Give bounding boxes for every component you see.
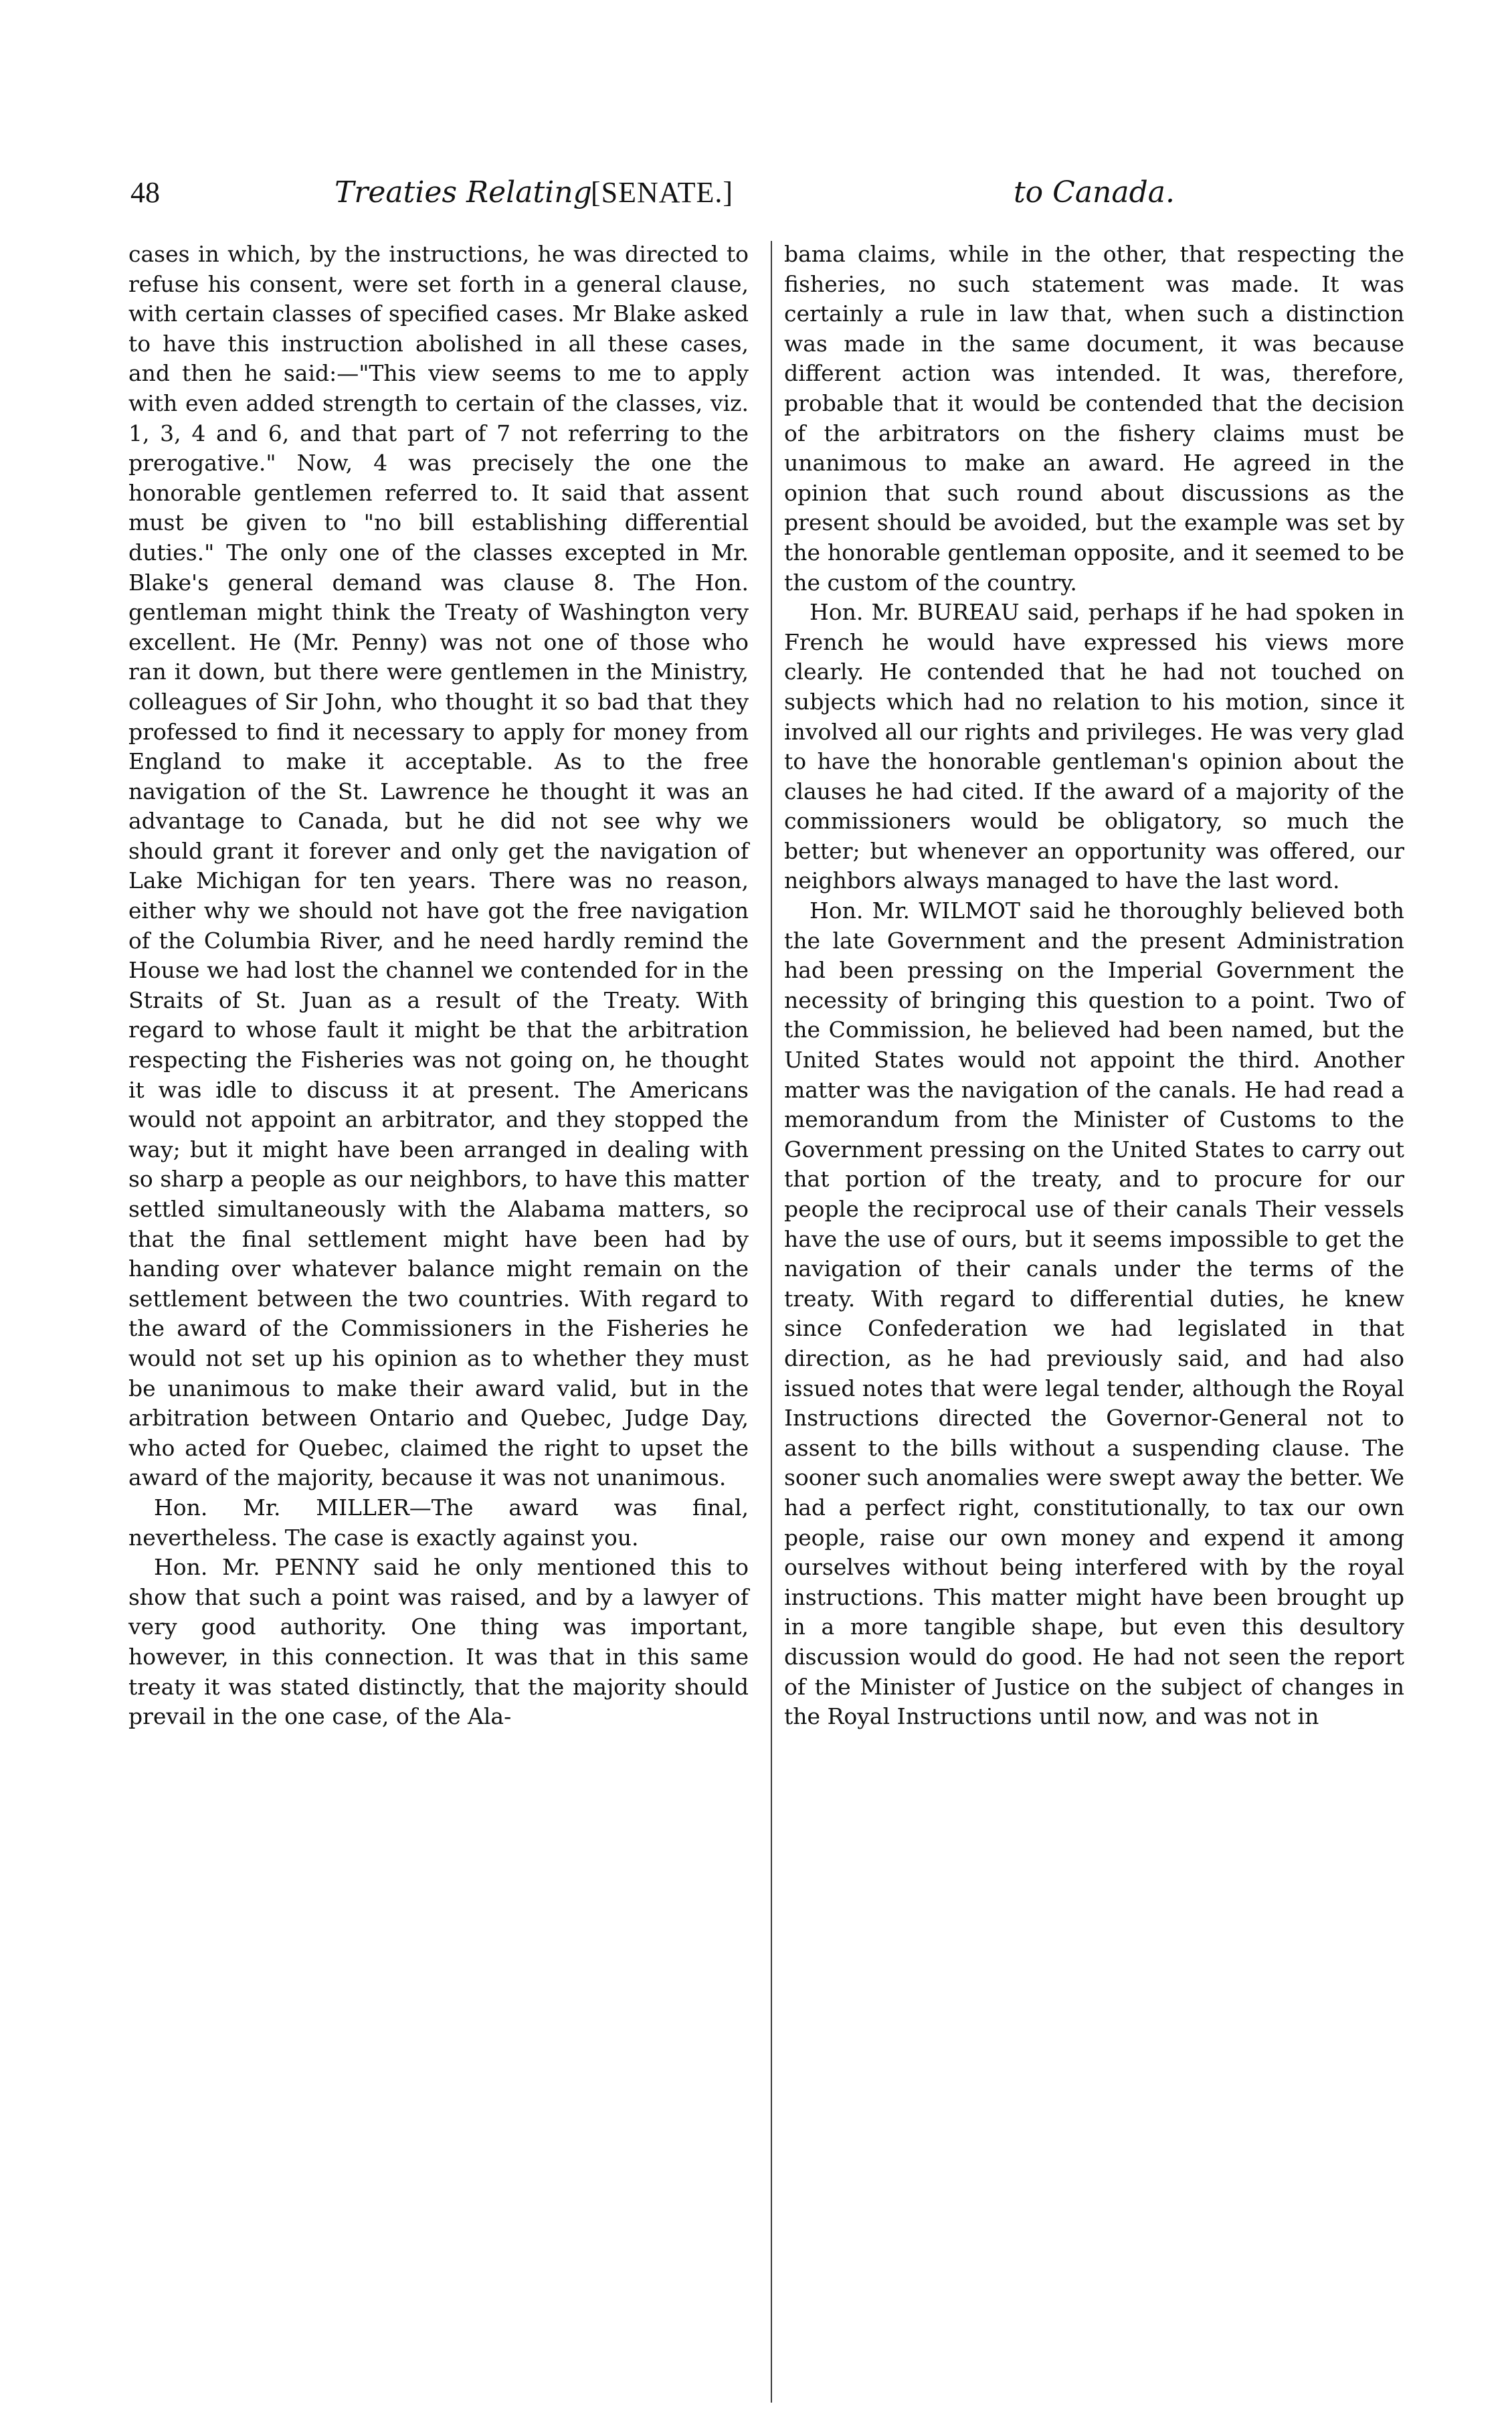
right-paragraph-3: Hon. Mr. WILMOT said he thoroughly believed both the late Government and the present Administration had been pressing on the Imperial Government the necessity of bringing this question to a point. Two of the Commission, he believed had been named, but the United States would not appoint the third. Another matter was the navigation of the canals. He had read a memorandum from the Minister of Customs to the Government pressing on the United States to carry out that portion of the treaty, and to procure for our people the reciprocal use of their canals Their vessels have the use of ours, but it seems impossible to get the navigation of their canals under the terms of the treaty. With regard to differential duties, he knew since Confederation we had legislated in that direction, as he had previously said, and had also issued notes that were legal tender, although the Royal Instructions directed the Governor-General not to assent to the bills without a suspending clause. The sooner such anomalies were swept away the better. We had a perfect right, constitutionally, to tax our own people, raise our own money and expend it among ourselves without being interfered with by the royal instructions. This matter might have been brought up in a more tangible shape, but even this desultory discussion would do good. He had not seen the report of the Minister of Justice on the subject of changes in the Royal Instructions until now, and was not in (784, 897, 1404, 1730)
column-divider (771, 241, 772, 2403)
right-paragraph-1: bama claims, while in the other, that respecting the fisheries, no such statement was made. It was certainly a rule in law that, when such a distinction was made in the same document, it was because different action was intended. It was, therefore, probable that it would be contended that the decision of the arbitrators on the fishery claims must be unanimous to make an award. He agreed in the opinion that such round about discussions as the present should be avoided, but the example was set by the honorable gentleman opposite, and it seemed to be the custom of the country. (784, 241, 1404, 596)
right-column (784, 240, 1404, 1732)
header-left-title: Treaties Relating (335, 175, 592, 209)
page-number: 48 (130, 176, 160, 209)
running-header (130, 173, 1201, 220)
left-column (128, 240, 749, 1732)
right-paragraph-2: Hon. Mr. BUREAU said, perhaps if he had spoken in French he would have expressed his views more clearly. He contended that he had not touched on subjects which had no relation to his motion, since it involved all our rights and privileges. He was very glad to have the honorable gentleman's opinion about the clauses he had cited. If the award of a majority of the commissioners would be obligatory, so much the better; but whenever an opportunity was offered, our neighbors always managed to have the last word. (784, 599, 1404, 894)
header-center-title: [SENATE.] (591, 176, 734, 209)
header-right-title: to Canada. (1014, 175, 1175, 209)
left-paragraph-2: Hon. Mr. MILLER—The award was final, nevertheless. The case is exactly against you. (128, 1494, 749, 1551)
left-paragraph-1: cases in which, by the instructions, he was directed to refuse his consent, were set forth in a general clause, with certain classes of specified cases. Mr Blake asked to have this instruction abolished in all these cases, and then he said:—"This view seems to me to apply with even added strength to certain of the classes, viz. 1, 3, 4 and 6, and that part of 7 not referring to the prerogative." Now, 4 was precisely the one the honorable gentlemen referred to. It said that assent must be given to "no bill establishing differential duties." The only one of the classes excepted in Mr. Blake's general demand was clause 8. The Hon. gentleman might think the Treaty of Washington very excellent. He (Mr. Penny) was not one of those who ran it down, but there were gentlemen in the Ministry, colleagues of Sir John, who thought it so bad that they professed to find it necessary to apply for money from England to make it acceptable. As to the free navigation of the St. Lawrence he thought it was an advantage to Canada, but he did not see why we should grant it forever and only get the navigation of Lake Michigan for ten years. There was no reason, either why we should not have got the free navigation of the Columbia River, and he need hardly remind the House we had lost the channel we contended for in the Straits of St. Juan as a result of the Treaty. With regard to whose fault it might be that the arbitration respecting the Fisheries was not going on, he thought it was idle to discuss it at present. The Americans would not appoint an arbitrator, and they stopped the way; but it might have been arranged in dealing with so sharp a people as our neighbors, to have this matter settled simultaneously with the Alabama matters, so that the final settlement might have been had by handing over whatever balance might remain on the settlement between the two countries. With regard to the award of the Commissioners in the Fisheries he would not set up his opinion as to whether they must be unanimous to make their award valid, but in the arbitration between Ontario and Quebec, Judge Day, who acted for Quebec, claimed the right to upset the award of the majority, because it was not unanimous. (128, 241, 749, 1491)
left-paragraph-3: Hon. Mr. PENNY said he only mentioned this to show that such a point was raised, and by a lawyer of very good authority. One thing was important, however, in this connection. It was that in this same treaty it was stated distinctly, that the majority should prevail in the one case, of the Ala- (128, 1554, 749, 1730)
